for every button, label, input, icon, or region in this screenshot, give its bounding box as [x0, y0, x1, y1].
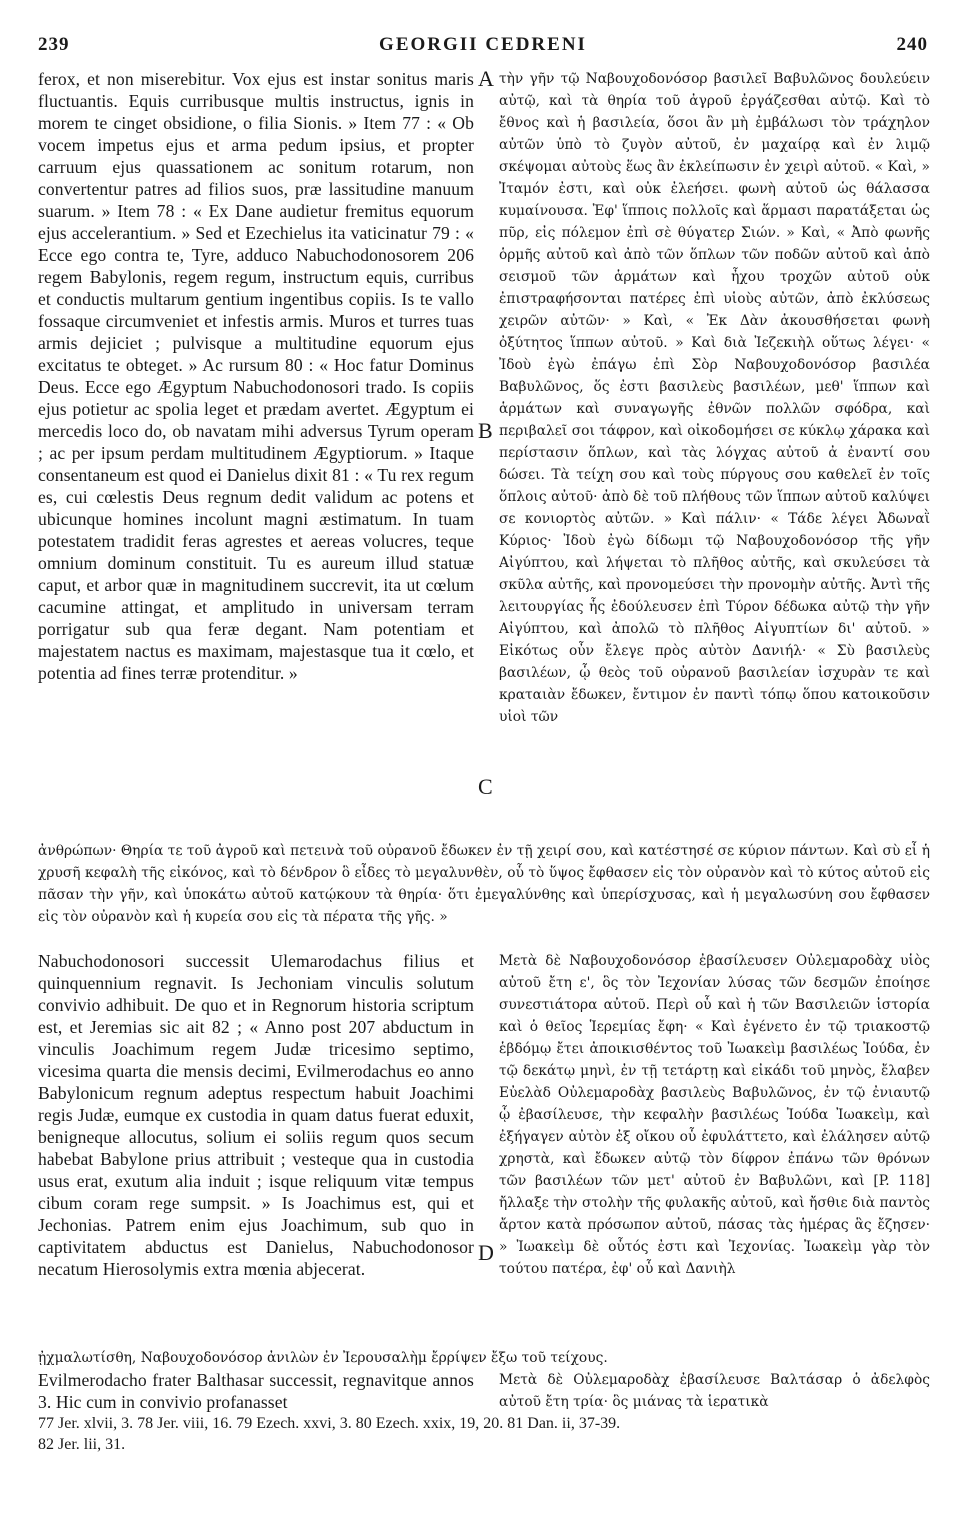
running-header: [38, 34, 928, 60]
margin-letter-c: C: [478, 774, 493, 799]
latin-column-bottom: Nabuchodonosori successit Ulemarodachus filius et quinquennium regnavit. Is Jechoniam vinculis solutum convivio adhibuit. De quo et in Regnorum historia scriptum est, et Jeremias sic ait 82 ; « Anno post 207 abductum in vinculis Joachimum regem Judæ tricesimo septimo, vicesima quarta die mensis decimi, Evilmerodachus eo anno Babylonicum regnum adeptus respectum habuit Joachimi regis Judæ, eumque ex custodia in quam datus fuerat eduxit, benigneque allocutus, solium ei soliis regum quos secum habebat Babylone prius attribuit ; vesteque qua in custodia usus erat, exutum alia induit ; isque reliquum vitæ tempus cibum coram rege sumpsit. » Is Joachimus est, qui et Jechonias. Patrem enim ejus Joachimum, sub quo in captivitatem abductus est Danielus, Nabuchodonosor necatum Hierosolymis extra mœnia abjecerat.: [38, 951, 474, 1279]
greek-column-last: Μετὰ δὲ Οὐλεμαροδὰχ ἐβασίλευσε Βαλτάσαρ ὁ ἀδελφὸς αὐτοῦ ἔτη τρία· ὃς μιάνας τὰ ἱερατικὰ: [499, 1372, 930, 1410]
page-number-right: 240: [896, 34, 928, 55]
greek-column-top: τὴν γῆν τῷ Ναβουχοδονόσορ βασιλεῖ Βαβυλῶνος δουλεύειν αὐτῷ, καὶ τὰ θηρία τοῦ ἀγροῦ ἐργάζεσθαι αὐτῷ. Καὶ τὸ ἔθνος καὶ ἡ βασιλεία, ὅσοι ἂν μὴ ἐμβάλωσι τὸν τράχηλον αὐτῶν ὑπὸ τὸ ζυγὸν αὐτοῦ, ἐν μαχαίρᾳ καὶ ἐν λιμῷ σκέψομαι αὐτοὺς ἕως ἂν ἐκλείπωσιν ἐν χειρὶ αὐτοῦ. « Καὶ, » Ἰταμόν ἐστι, καὶ οὐκ ἐλεήσει. φωνὴ αὐτοῦ ὡς θάλασσα κυμαίνουσα. Ἐφ' ἵπποις πολλοῖς καὶ ἅρμασι παρατάξεται ὡς πῦρ, εἰς πόλεμον ἐπὶ σὲ θύγατερ Σιών. » Καὶ, « Ἀπὸ φωνῆς ὁρμῆς αὐτοῦ καὶ ἀπὸ τῶν ὅπλων τῶν ποδῶν αὐτοῦ καὶ ἀπὸ σεισμοῦ τῶν ἁρμάτων καὶ ἦχου τροχῶν αὐτοῦ οὐκ ἐπιστραφήσονται πατέρες ἐπὶ υἱοὺς αὐτῶν, ἀπὸ ἐκλύσεως χειρῶν αὐτῶν· » Καὶ, « Ἐκ Δὰν ἀκουσθήσεται φωνὴ ὀξύτητος ἵππων αὐτοῦ. » Καὶ διὰ Ἰεζεκιὴλ οὕτως λέγει· « Ἰδοὺ ἐγὼ ἐπάγω ἐπὶ Σὸρ Ναβουχοδονόσορ βασιλέα Βαβυλῶνος, ὅς ἐστι βασιλεὺς βασιλέων, μεθ' ἵππων καὶ ἁρμάτων καὶ συναγωγῆς ἐθνῶν πολλῶν σφόδρα, καὶ περιβαλεῖ σοι τάφρον, καὶ οἰκοδομήσει σε κύκλῳ χάρακα καὶ περίστασιν ὅπλων, καὶ τὰς λόγχας αὐτοῦ ἀ ἐναντί σου δώσει. Τὰ τείχη σου καὶ τοὺς πύργους σου καθελεῖ ἐν τοῖς ὅπλοις αὐτοῦ· ἀπὸ δὲ τοῦ πλήθους τῶν ἵππων αὐτοῦ καλύψει σε κονιορτὸς αὐτῶν. » Καὶ πάλιν· « Τάδε λέγει Ἀδωναῒ Κύριος· Ἰδοὺ ἐγὼ δίδωμι τῷ Ναβουχοδονόσορ τῆς γῆν Αἰγύπτου, καὶ λήψεται τὸ πλῆθος αὐτῆς, καὶ σκυλεύσει τὰ σκῦλα αὐτῆς, καὶ προνομεύσει τὴν προνομὴν αὐτῆς. Ἀντὶ τῆς λειτουργίας ἧς ἐδούλευσεν ἐπὶ Τύρον δέδωκα αὐτῷ τὴν γῆν Αἰγύπτου, καὶ ἀπολῶ τὸ πλῆθος Αἰγυπτίων δι' αὐτοῦ. » Εἰκότως οὖν ἔλεγε πρὸς αὐτὸν Δανιήλ· « Σὺ βασιλεὺς βασιλέων, ᾧ θεὸς τοῦ οὐρανοῦ βασιλείαν ἰσχυρὰν τε καὶ κραταιὰν ἔδωκεν, ἔντιμον ἐν παντὶ τόπῳ ὅπου κατοικοῦσιν υἱοὶ τῶν: [499, 71, 930, 725]
page-number-left: 239: [38, 34, 70, 55]
footnote-line-2: 82 Jer. lii, 31.: [38, 1436, 126, 1453]
footnotes: [38, 1413, 930, 1455]
footnote-line-1: 77 Jer. xlvii, 3. 78 Jer. viii, 16. 79 Ezech. xxvi, 3. 80 Ezech. xxix, 19, 20. 81 Dan. ii, 37-39.: [38, 1415, 621, 1432]
greek-full-width-line: ᾐχμαλωτίσθη, Ναβουχοδονόσορ ἀνιλὼν ἐν Ἰερουσαλὴμ ἔρρίψεν ἔξω τοῦ τείχους.: [38, 1350, 608, 1366]
margin-letter-a: A: [478, 66, 494, 91]
margin-letter-d: D: [478, 1240, 494, 1265]
margin-letter-b: B: [478, 418, 493, 443]
latin-column-top: ferox, et non miserebitur. Vox ejus est instar sonitus maris fluctuantis. Equis curribusque multis instructus, ignis in morem te cinget obsidione, o filia Sionis. » Item 77 : « Ob vocem impetus ejus et arma pedum ipsius, et propter carruum ejus quassationem ac sonitum rotarum, non convertentur patres ad filios suos, præ lassitudine manuum suarum. » Item 78 : « Ex Dane audietur fremitus equorum ejus accelerantium. » Sed et Ezechielus ita vaticinatur 79 : « Ecce ego contra te, Tyre, adduco Nabuchodonosorem 206 regem Babylonis, regem regum, instructum equis, curribus et conductis multarum gentium ingentibus copiis. Is te vallo fossaque circumveniet et infestis armis. Muros et turres tuas armis dejiciet ; pulvisque a multitudine equorum ejus excitatus te obteget. » Ac rursum 80 : « Hoc fatur Dominus Deus. Ecce ego Ægyptum Nabuchodonosori trado. Is copiis ejus potietur ac spolia leget et prædam avertet. Ægyptum ei mercedis loco do, ob navatam mihi adversus Tyrum operam ; ac per ipsum perdam multitudinem Ægyptiorum. » Itaque consentaneum est quod ei Danielus dixit 81 : « Tu rex regum es, cui cœlestis Deus regnum dedit validum ac potens et ubicunque homines incolunt magni æstimatum. In tuam potestatem tradidit feras agrestes et aereas volucres, teque omnium dominum constituit. Tu es aureum illud statuæ caput, et arbor quæ in magnitudinem succrevit, ita ut cœlum cacumine attingat, et amplitudo in universam terram porrigatur sub qua feræ degant. Nam potentiam et majestatem nactus es maximam, majestasque tua it cœlo, et potentia ad fines terræ protenditur. »: [38, 69, 474, 683]
greek-column-bottom: Μετὰ δὲ Ναβουχοδονόσορ ἐβασίλευσεν Οὐλεμαροδὰχ υἱὸς αὐτοῦ ἔτη ε', ὃς τὸν Ἰεχονίαν λύσας τῶν δεσμῶν ἐποίησε συνεστιάτορα αὐτοῦ. Περὶ οὗ καὶ ἡ τῶν Βασιλειῶν ἱστορία καὶ ὁ θεῖος Ἱερεμίας ἔφη· « Καὶ ἐγένετο ἐν τῷ τριακοστῷ ἑβδόμῳ ἔτει ἀποικισθέντος τοῦ Ἰωακεὶμ βασιλέως Ἰούδα, ἐν τῷ δεκάτῳ μηνὶ, ἐν τῇ τετάρτῃ καὶ εἰκάδι τοῦ μηνὸς, ἔλαβεν Εὐελὰδ Οὐλεμαροδὰχ βασιλεὺς Βαβυλῶνος, ἐν τῷ ἐνιαυτῷ ᾧ ἐβασίλευσε, τὴν κεφαλὴν βασιλέως Ἰούδα Ἰωακεὶμ, καὶ ἐξήγαγεν αὐτὸν ἐξ οἴκου οὗ ἐφυλάττετο, καὶ ἐλάλησεν αὐτῷ χρηστὰ, καὶ ἔδωκεν αὐτῷ τὸν δίφρον ἐπάνω τῶν θρόνων τῶν βασιλέων τῶν μετ' αὐτοῦ ἐν Βαβυλῶνι, καὶ [P. 118] ἤλλαξε τὴν στολὴν τῆς φυλακῆς αὐτοῦ, καὶ ἤσθιε διὰ παντὸς ἄρτον κατὰ πρόσωπον αὐτοῦ, πάσας τὰς ἡμέρας ἃς ἔζησεν· » Ἰωακεὶμ δὲ οὗτός ἐστι καὶ Ἰεχονίας. Ἰωακεὶμ γὰρ τὸν τούτου πατέρα, ἐφ' οὗ καὶ Δανιὴλ: [499, 953, 930, 1277]
greek-full-width-block: ἀνθρώπων· Θηρία τε τοῦ ἀγροῦ καὶ πετεινὰ τοῦ οὐρανοῦ ἔδωκεν ἐν τῇ χειρί σου, καὶ κατέστησέ σε κύριον πάντων. Καὶ σὺ εἶ ἡ χρυσῆ κεφαλὴ τῆς εἰκόνος, καὶ τὸ δένδρον ὃ εἶδες τὸ μεγαλυνθὲν, οὗ τὸ ὕψος ἔφθασεν εἰς τὸν οὐρανὸν καὶ τὸ κύτος αὐτοῦ εἰς πᾶσαν τὴν γῆν, καὶ ὑποκάτω αὐτοῦ κατῴκουν τὰ θηρία· ὅτι ἐμεγαλύνθης καὶ ὑπερίσχυσας, καὶ ἡ μεγαλωσύνη σου ἔφθασεν εἰς τὸν οὐρανὸν καὶ ἡ κυρεία σου εἰς τὰ πέρατα τῆς γῆς. »: [38, 843, 930, 925]
latin-column-last: Evilmerodacho frater Balthasar successit, regnavitque annos 3. Hic cum in convivio profanasset: [38, 1370, 474, 1412]
running-title: GEORGII CEDRENI: [379, 34, 587, 55]
